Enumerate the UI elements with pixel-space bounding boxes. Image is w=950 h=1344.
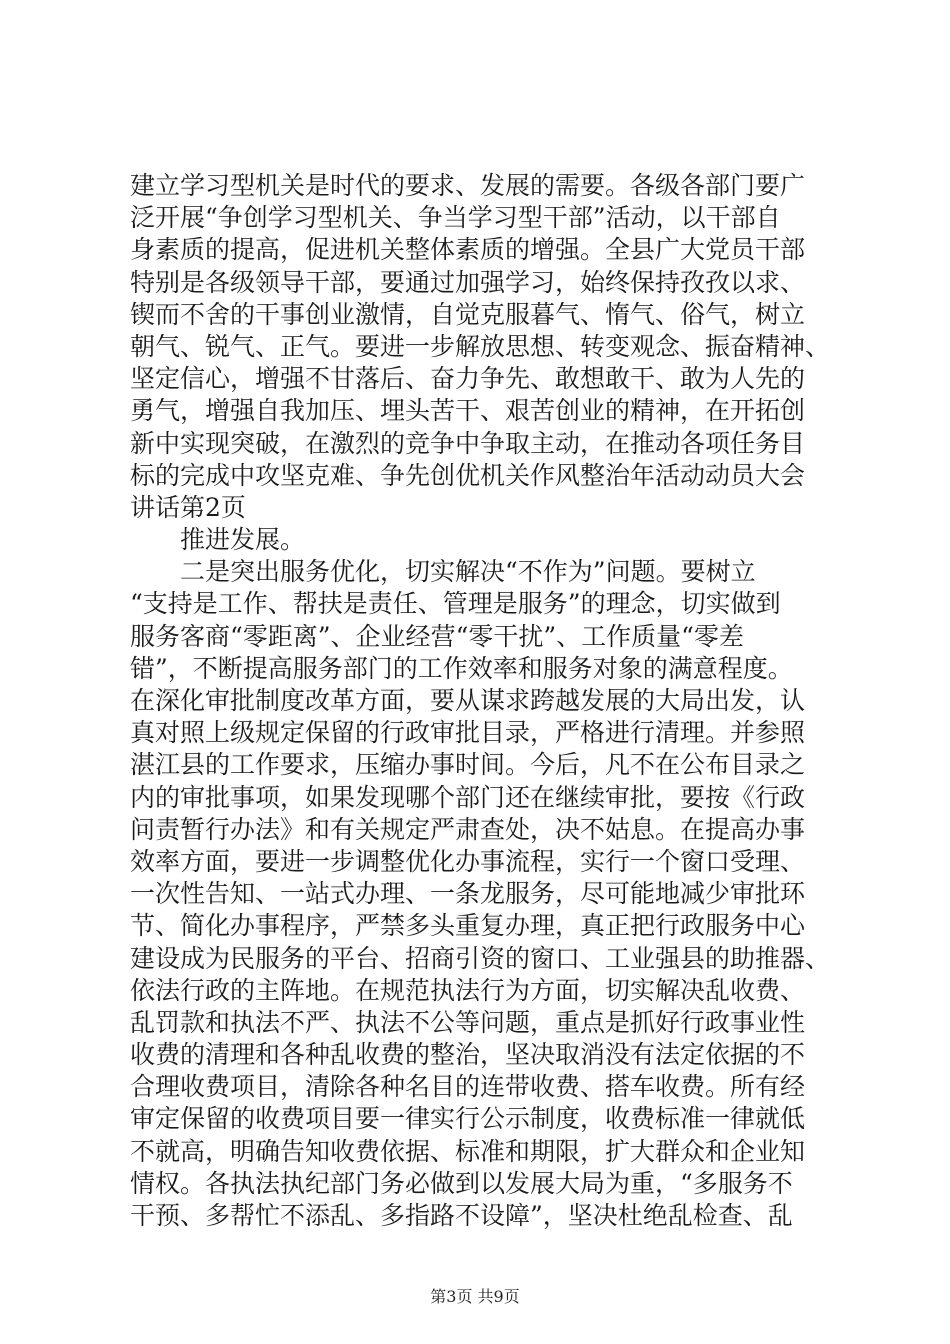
text-line: 错”，不断提高服务部门的工作效率和服务对象的满意程度。: [130, 653, 793, 683]
text-line: 依法行政的主阵地。在规范执法行为方面，切实解决乱收费、: [130, 975, 806, 1005]
text-line: 一次性告知、一站式办理、一条龙服务，尽可能地减少审批环: [130, 879, 806, 909]
text-line: 节、简化办事程序，严禁多头重复办理，真正把行政服务中心: [130, 911, 806, 941]
text-line: 情权。各执法执纪部门务必做到以发展大局为重，“多服务不: [130, 1168, 793, 1198]
text-line: 身素质的提高，促进机关整体素质的增强。全县广大党员干部: [130, 235, 806, 265]
text-line: “支持是工作、帮扶是责任、管理是服务”的理念，切实做到: [130, 589, 781, 619]
text-line: 勇气，增强自我加压、埋头苦干、艰苦创业的精神，在开拓创: [130, 396, 806, 426]
text-line: 湛江县的工作要求，压缩办事时间。今后，凡不在公布目录之: [130, 750, 806, 780]
text-line: 标的完成中攻坚克难、争先创优机关作风整治年活动动员大会: [130, 460, 806, 490]
text-line: 建设成为民服务的平台、招商引资的窗口、工业强县的助推器、: [130, 943, 831, 973]
text-line: 在深化审批制度改革方面，要从谋求跨越发展的大局出发，认: [130, 686, 806, 715]
text-line: 内的审批事项，如果发现哪个部门还在继续审批，要按《行政: [130, 782, 806, 812]
text-line: 收费的清理和各种乱收费的整治，坚决取消没有法定依据的不: [130, 1040, 806, 1070]
text-line: 二是突出服务优化，切实解决“不作为”问题。要树立: [130, 557, 756, 587]
text-line: 建立学习型机关是时代的要求、发展的需要。各级各部门要广: [130, 171, 806, 200]
text-line: 服务客商“零距离”、企业经营“零干扰”、工作质量“零差: [130, 621, 744, 651]
text-line: 审定保留的收费项目要一律实行公示制度，收费标准一律就低: [130, 1104, 806, 1134]
text-line: 真对照上级规定保留的行政审批目录，严格进行清理。并参照: [130, 718, 806, 748]
text-line: 问责暂行办法》和有关规定严肃查处，决不姑息。在提高办事: [130, 814, 806, 844]
text-line: 合理收费项目，清除各种名目的连带收费、搭车收费。所有经: [130, 1072, 806, 1102]
text-line: 特别是各级领导干部，要通过加强学习，始终保持孜孜以求、: [130, 267, 806, 297]
text-line: 乱罚款和执法不严、执法不公等问题，重点是抓好行政事业性: [130, 1007, 806, 1037]
page-footer: 第3页 共9页: [430, 1287, 520, 1306]
text-line: 效率方面，要进一步调整优化办事流程，实行一个窗口受理、: [130, 846, 806, 876]
text-line: 干预、多帮忙不添乱、多指路不设障”，坚决杜绝乱检查、乱: [130, 1201, 793, 1230]
text-line: 不就高，明确告知收费依据、标准和期限，扩大群众和企业知: [130, 1136, 806, 1166]
text-line: 讲话第2页: [130, 492, 246, 522]
text-line: 朝气、锐气、正气。要进一步解放思想、转变观念、振奋精神、: [130, 331, 831, 361]
text-line: 新中实现突破，在激烈的竞争中争取主动，在推动各项任务目: [130, 428, 806, 458]
text-line: 推进发展。: [130, 525, 306, 555]
body-text: [130, 170, 835, 1232]
text-line: 坚定信心，增强不甘落后、奋力争先、敢想敢干、敢为人先的: [130, 364, 806, 394]
text-line: 锲而不舍的干事创业激情，自觉克服暮气、惰气、俗气，树立: [130, 299, 806, 329]
text-line: 泛开展“争创学习型机关、争当学习型干部”活动，以干部自: [130, 203, 781, 233]
